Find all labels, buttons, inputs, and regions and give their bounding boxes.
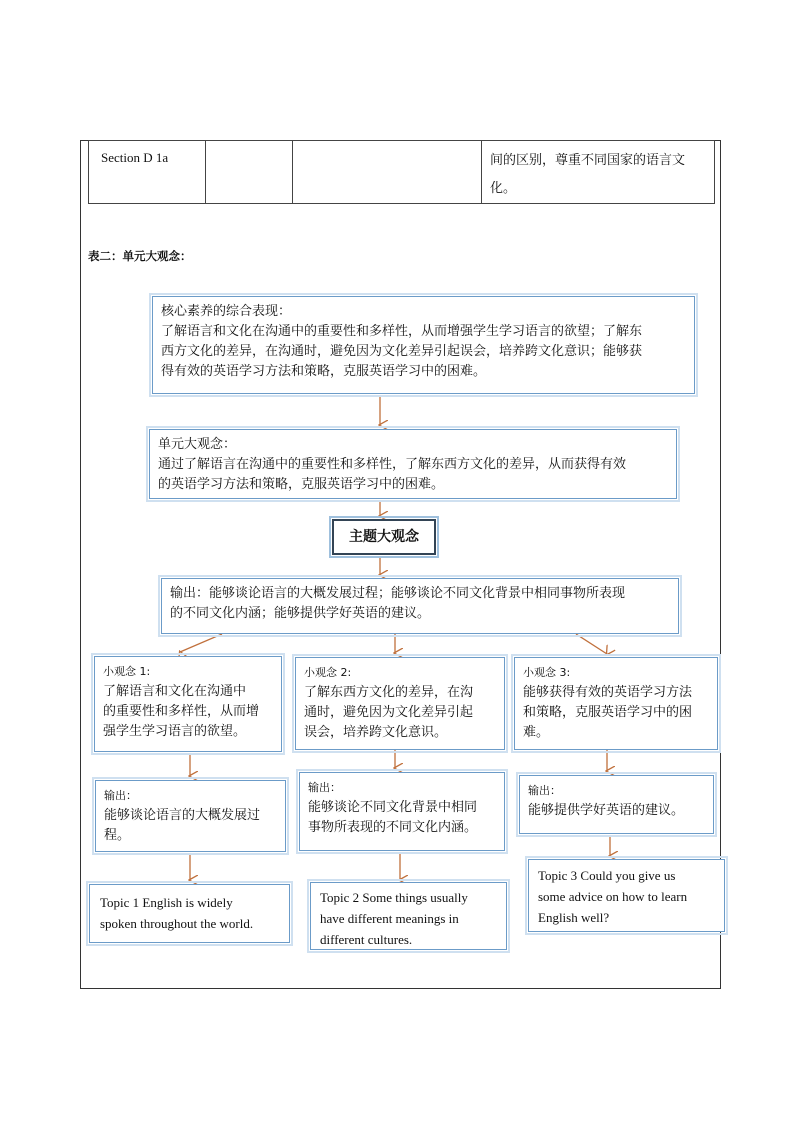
unit-title: 单元大观念： <box>158 437 237 452</box>
topic-line: have different meanings in <box>320 911 459 926</box>
output-line: 能够谈论语言的大概发展过 <box>104 808 261 823</box>
idea-title: 小观念 1: <box>103 665 151 678</box>
goal-line: 化。 <box>490 181 517 196</box>
topic-line: different cultures. <box>320 932 413 947</box>
idea-line: 和策略，克服英语学习中的困 <box>523 705 693 720</box>
output-line: 程。 <box>104 828 131 843</box>
section-cell: Section D 1a <box>89 141 206 204</box>
output-3-box <box>519 775 714 834</box>
idea-title: 小观念 2: <box>304 666 352 679</box>
idea-line: 强学生学习语言的欲望。 <box>103 724 247 739</box>
idea-line: 能够获得有效的英语学习方法 <box>523 685 693 700</box>
topic-line: Topic 2 Some things usually <box>320 890 468 905</box>
idea-line: 难。 <box>523 725 550 740</box>
small-idea-3-box <box>514 657 718 750</box>
output-line: 的不同文化内涵；能够提供学好英语的建议。 <box>170 606 431 621</box>
arrow-output-idea1 <box>180 634 222 652</box>
output-title: 输出： <box>528 784 561 797</box>
output-title: 输出： <box>308 781 341 794</box>
topic-line: spoken throughout the world. <box>100 916 254 931</box>
idea-line: 了解语言和文化在沟通中 <box>103 684 247 699</box>
core-title: 核心素养的综合表现： <box>161 304 292 319</box>
core-line: 得有效的英语学习方法和策略，克服英语学习中的困难。 <box>161 364 487 379</box>
topic-3-box <box>528 859 725 932</box>
idea-line: 通时，避免因为文化差异引起 <box>304 705 474 720</box>
goal-line: 间的区别，尊重不同国家的语言文 <box>490 153 686 168</box>
output-1-box <box>95 780 286 852</box>
unit-big-idea-box <box>149 429 677 499</box>
output-line: 能够谈论不同文化背景中相同 <box>308 800 478 815</box>
unit-line: 通过了解语言在沟通中的重要性和多样性，了解东西方文化的差异，从而获得有效 <box>158 457 627 472</box>
core-line: 西方文化的差异，在沟通时，避免因为文化差异引起误会，培养跨文化意识；能够获 <box>161 344 643 359</box>
output-line: 事物所表现的不同文化内涵。 <box>308 820 478 835</box>
idea-line: 的重要性和多样性，从而增 <box>103 704 260 719</box>
topic-1-box <box>89 884 290 943</box>
core-literacy-box <box>152 296 695 394</box>
idea-title: 小观念 3: <box>523 666 571 679</box>
output-line: 能够提供学好英语的建议。 <box>528 803 685 818</box>
main-output-box <box>161 578 679 634</box>
idea-line: 了解东西方文化的差异，在沟 <box>304 685 474 700</box>
small-idea-1-box <box>94 656 282 752</box>
theme-title-box: 主题大观念 <box>332 519 436 555</box>
unit-line: 的英语学习方法和策略，克服英语学习中的困难。 <box>158 477 445 492</box>
topic-line: English well? <box>538 910 610 925</box>
output-title: 输出： <box>104 789 137 802</box>
topic-2-box <box>310 882 507 950</box>
core-line: 了解语言和文化在沟通中的重要性和多样性，从而增强学生学习语言的欲望；了解东 <box>161 324 643 339</box>
section-heading: 表二：单元大观念： <box>88 249 192 263</box>
idea-line: 误会，培养跨文化意识。 <box>304 725 448 740</box>
topic-line: Topic 3 Could you give us <box>538 868 676 883</box>
output-2-box <box>299 772 505 851</box>
arrow-output-idea3 <box>576 634 607 654</box>
topic-line: some advice on how to learn <box>538 889 688 904</box>
small-idea-2-box <box>295 657 505 750</box>
output-line: 输出：能够谈论语言的大概发展过程；能够谈论不同文化背景中相同事物所表现 <box>170 586 626 601</box>
topic-line: Topic 1 English is widely <box>100 895 233 910</box>
